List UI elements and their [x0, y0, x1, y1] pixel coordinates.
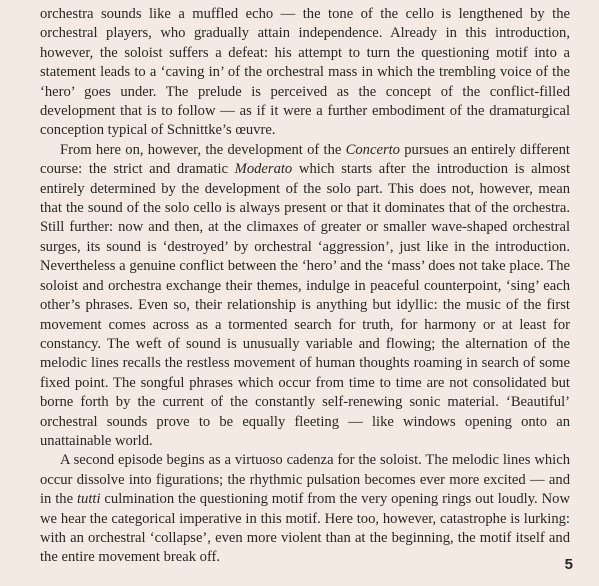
- paragraph-1-segment-1: orchestra sounds like a muffled echo — the tone of the cello is lengthened by the orchestral players, who gradually attain independence. Already in this introduction, however, the soloist suffers a defeat: his attempt to turn the questioning motif into a statement leads to a ‘caving in’ of the orchestral mass in which the trembling voice of the ‘hero’ goes under. The prelude is perceived as the concept of the conflict-filled development that is to follow — as if it were a further embodiment of the dramaturgical conception typical of Schnittke’s œuvre.: [40, 6, 570, 139]
- paragraph-2-segment-3: pursues an entirely different course: the strict and dramatic: [40, 141, 570, 178]
- paragraph-2-segment-5: which starts after the introduction is almost entirely determined by the development of the solo part. This does not, however, mean that the sound of the solo cello is always present or that it dominates that of the orchestra. Still further: now and then, at the climaxes of greater or smaller wave-shaped orchestral surges, its sound is ‘destroyed’ by orchestral ‘aggression’, just like in the introduction. Nevertheless a genuine conflict between the ‘hero’ and the ‘mass’ does not take place. The soloist and orchestra exchange their themes, indulge in peaceful counterpoint, ‘sing’ each other’s phrases. Even so, their relationship is anything but idyllic: the music of the first movement comes across as a tormented search for truth, for harmony or at least for constancy. The weft of sound is unusually variable and flowing; the alternation of the melodic lines recalls the restless movement of human thoughts roaming in search of some fixed point. The songful phrases which occur from time to time are not consolidated but borne forth by the current of the constantly self-renewing sonic material. ‘Beautiful’ orchestral sounds prove to be equally fleeting — like windows opening onto an unattainable world.: [40, 161, 570, 449]
- paragraph-2: [40, 141, 570, 452]
- italic-term-tutti: tutti: [77, 491, 101, 508]
- italic-term-moderato: Moderato: [234, 161, 293, 178]
- paragraph-2-segment-1: From here on, however, the development of the: [60, 141, 346, 158]
- page-number: 5: [564, 556, 573, 573]
- paragraph-3: [40, 451, 570, 567]
- paragraph-3-segment-1: A second episode begins as a virtuoso cadenza for the soloist. The melodic lines which occur dissolve into figurations; the rhythmic pulsation becomes ever more excited — and in the: [40, 452, 570, 508]
- paragraph-3-segment-3: culmination the questioning motif from the very opening rings out loudly. Now we hear the categorical imperative in this motif. Here too, however, catastrophe is lurking: with an orchestral ‘collapse’, even more violent than at the beginning, the motif itself and the entire movement break off.: [40, 491, 570, 566]
- italic-term-concerto: Concerto: [345, 141, 400, 158]
- body-text: [40, 5, 570, 568]
- paragraph-1: [40, 5, 570, 141]
